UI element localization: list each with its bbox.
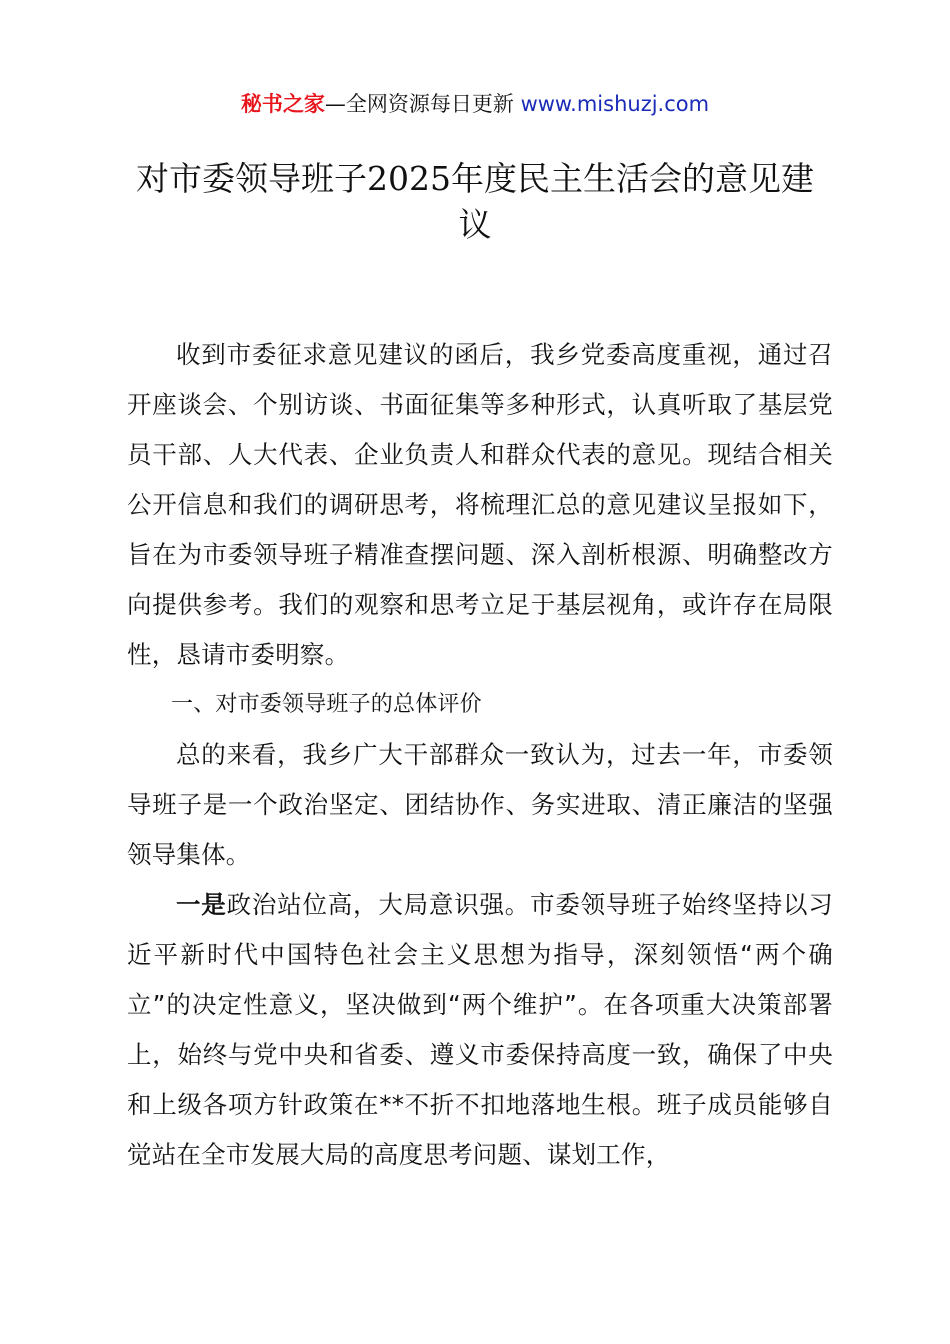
header-tagline: —全网资源每日更新 [324, 92, 521, 116]
document-body [127, 330, 833, 1180]
site-header [0, 88, 950, 120]
intro-paragraph: 收到市委征求意见建议的函后，我乡党委高度重视，通过召开座谈会、个别访谈、书面征集等多种形式，认真听取了基层党员干部、人大代表、企业负责人和群众代表的意见。现结合相关公开信息和我们的调研思考，将梳理汇总的意见建议呈报如下，旨在为市委领导班子精准查摆问题、深入剖析根源、明确整改方向提供参考。我们的观察和思考立足于基层视角，或许存在局限性，恳请市委明察。 [127, 340, 833, 669]
point-text: 政治站位高，大局意识强。市委领导班子始终坚持以习近平新时代中国特色社会主义思想为指导，深刻领悟“两个确立”的决定性意义，坚决做到“两个维护”。在各项重大决策部署上，始终与党中央和省委、遵义市委保持高度一致，确保了中央和上级各项方针政策在**不折不扣地落地生根。班子成员能够自觉站在全市发展大局的高度思考问题、谋划工作， [127, 890, 833, 1169]
brand-name: 秘书之家 [240, 92, 325, 116]
site-url-link[interactable]: www.mishuzj.com [520, 92, 710, 116]
point-paragraph [127, 880, 833, 1180]
section-heading: 一、对市委领导班子的总体评价 [171, 692, 482, 717]
document-title: 对市委领导班子2025年度民主生活会的意见建议 [136, 159, 814, 244]
summary-paragraph: 总的来看，我乡广大干部群众一致认为，过去一年，市委领导班子是一个政治坚定、团结协作、务实进取、清正廉洁的坚强领导集体。 [127, 740, 833, 869]
point-lead: 一是 [176, 890, 227, 919]
